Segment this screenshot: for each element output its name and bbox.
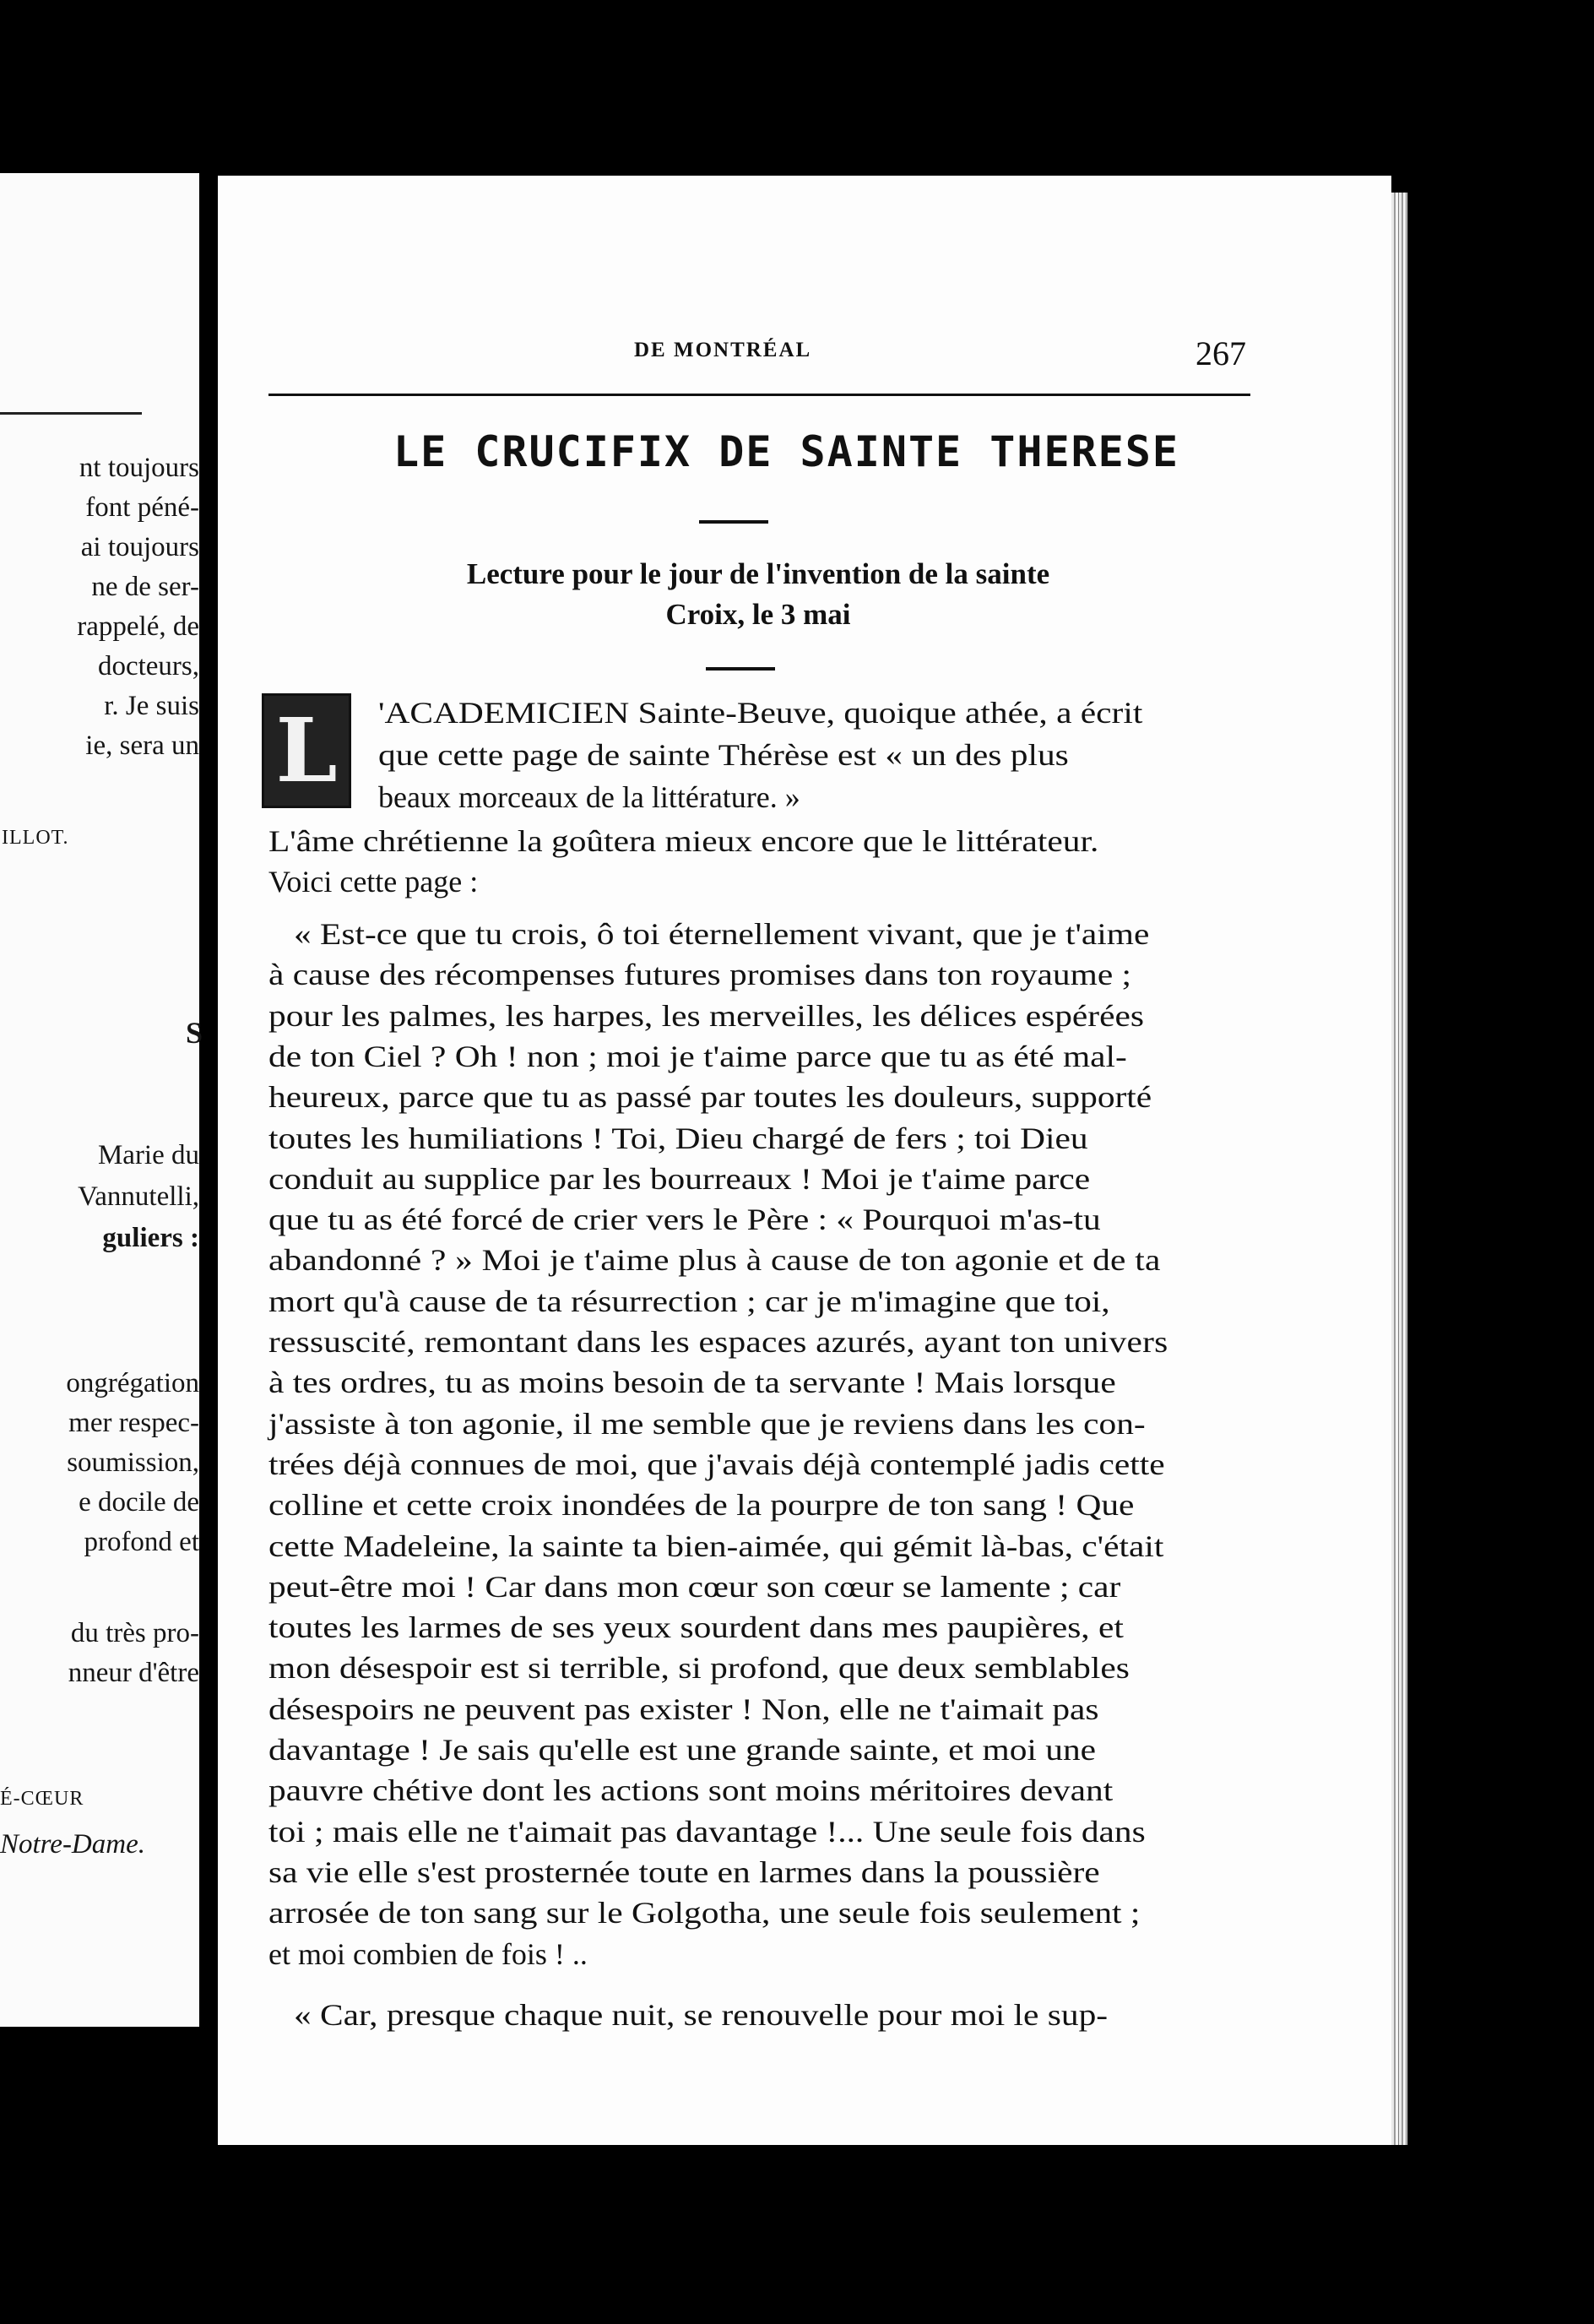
body-line: que tu as été forcé de crier vers le Père : « Pourquoi m'as-tu [268, 1203, 1101, 1237]
left-line: r. Je suis [104, 691, 199, 721]
running-head [260, 334, 1417, 376]
body-line: colline et cette croix inondées de la pourpre de ton sang ! Que [268, 1488, 1135, 1523]
left-line: rappelé, de [77, 611, 199, 642]
left-line: e docile de [79, 1487, 199, 1518]
body-line: à tes ordres, tu as moins besoin de ta servante ! Mais lorsque [268, 1366, 1116, 1400]
left-line: ie, sera un [85, 730, 199, 761]
body-line: à cause des récompenses futures promises dans ton royaume ; [268, 958, 1132, 992]
body-line: désespoirs ne peuvent pas exister ! Non, elle ne t'aimait pas [268, 1691, 1099, 1726]
body-line: et moi combien de fois ! .. [268, 1936, 588, 1971]
book-page [218, 176, 1391, 2145]
drop-cap-letter: L [275, 698, 338, 802]
left-line: mer respec- [68, 1408, 199, 1438]
subtitle-divider [706, 667, 775, 671]
body-line: L'âme chrétienne la goûtera mieux encore que le littérateur. [268, 824, 1099, 858]
article-title: LE CRUCIFIX DE SAINTE THERESE [393, 427, 1179, 476]
body-line: sa vie elle s'est prosternée toute en larmes dans la poussière [268, 1854, 1100, 1889]
left-line: ongrégation [66, 1368, 199, 1398]
running-head-title: DE MONTRÉAL [634, 339, 812, 361]
left-page-rule [0, 412, 142, 415]
body-line: « Est-ce que tu crois, ô toi éternellement vivant, que je t'aime [294, 917, 1150, 951]
left-line: nt toujours [79, 453, 199, 483]
body-line: 'ACADEMICIEN Sainte-Beuve, quoique athée, a écrit [378, 696, 1143, 730]
article-subtitle: Lecture pour le jour de l'invention de la sainte [466, 557, 1050, 590]
left-line: du très pro- [70, 1618, 199, 1648]
body-line: mon désespoir est si terrible, si profond, que deux semblables [268, 1651, 1130, 1686]
left-line: guliers : [102, 1223, 199, 1253]
body-line: heureux, parce que tu as passé par toutes les douleurs, supporté [268, 1080, 1152, 1115]
body-line: j'assiste à ton agonie, il me semble que je reviens dans les con- [268, 1406, 1146, 1441]
body-line: Voici cette page : [268, 865, 479, 899]
left-line: Marie du [97, 1140, 199, 1170]
body-line: peut-être moi ! Car dans mon cœur son cœur se lamente ; car [268, 1569, 1121, 1604]
body-line: toutes les larmes de ses yeux sourdent dans mes paupières, et [268, 1610, 1124, 1645]
body-line: cette Madeleine, la sainte ta bien-aimée, qui gémit là-bas, c'était [268, 1529, 1164, 1563]
body-line: ressuscité, remontant dans les espaces azurés, ayant ton univers [268, 1325, 1168, 1359]
left-line: profond et [84, 1527, 199, 1557]
left-line: ai toujours [80, 532, 199, 562]
previous-page-fragment [0, 173, 203, 2027]
body-line: davantage ! Je sais qu'elle est une grande sainte, et moi une [268, 1733, 1097, 1767]
page-number: 267 [1196, 334, 1246, 372]
body-line: arrosée de ton sang sur le Golgotha, une seule fois seulement ; [268, 1896, 1141, 1930]
body-line: mort qu'à cause de ta résurrection ; car je m'imagine que toi, [268, 1284, 1110, 1318]
left-line: soumission, [67, 1447, 199, 1478]
body-line: beaux morceaux de la littérature. » [378, 780, 800, 814]
left-line: docteurs, [97, 651, 199, 681]
body-line: de ton Ciel ? Oh ! non ; moi je t'aime parce que tu as été mal- [268, 1039, 1127, 1073]
header-rule [268, 394, 1250, 396]
left-line: nneur d'être [68, 1658, 199, 1688]
body-line: pour les palmes, les harpes, les merveilles, les délices espérées [268, 998, 1144, 1033]
body-line: abandonné ? » Moi je t'aime plus à cause de ton agonie et de ta [268, 1243, 1161, 1278]
body-line: toi ; mais elle ne t'aimait pas davantage !... Une seule fois dans [268, 1814, 1146, 1849]
left-heading-fragment: S [186, 1016, 203, 1050]
left-line: font péné- [85, 492, 199, 523]
left-line: ne de ser- [91, 572, 199, 602]
body-line: trées déjà connues de moi, que j'avais déjà contemplé jadis cette [268, 1447, 1165, 1481]
body-line: toutes les humiliations ! Toi, Dieu chargé de fers ; toi Dieu [268, 1121, 1088, 1155]
left-line: Vannutelli, [78, 1181, 199, 1212]
body-line: pauvre chétive dont les actions sont moins méritoires devant [268, 1773, 1114, 1808]
left-signature: ILLOT. [2, 827, 69, 849]
left-signature: É-CŒUR [0, 1788, 84, 1810]
title-divider [699, 520, 768, 524]
left-place: Notre-Dame. [0, 1829, 145, 1860]
body-line: conduit au supplice par les bourreaux ! Moi je t'aime parce [268, 1161, 1091, 1196]
body-line: que cette page de sainte Thérèse est « un des plus [378, 738, 1069, 772]
article-subtitle: Croix, le 3 mai [665, 598, 851, 631]
drop-cap-ornament [262, 693, 351, 808]
body-line: « Car, presque chaque nuit, se renouvelle pour moi le sup- [294, 1997, 1109, 2032]
